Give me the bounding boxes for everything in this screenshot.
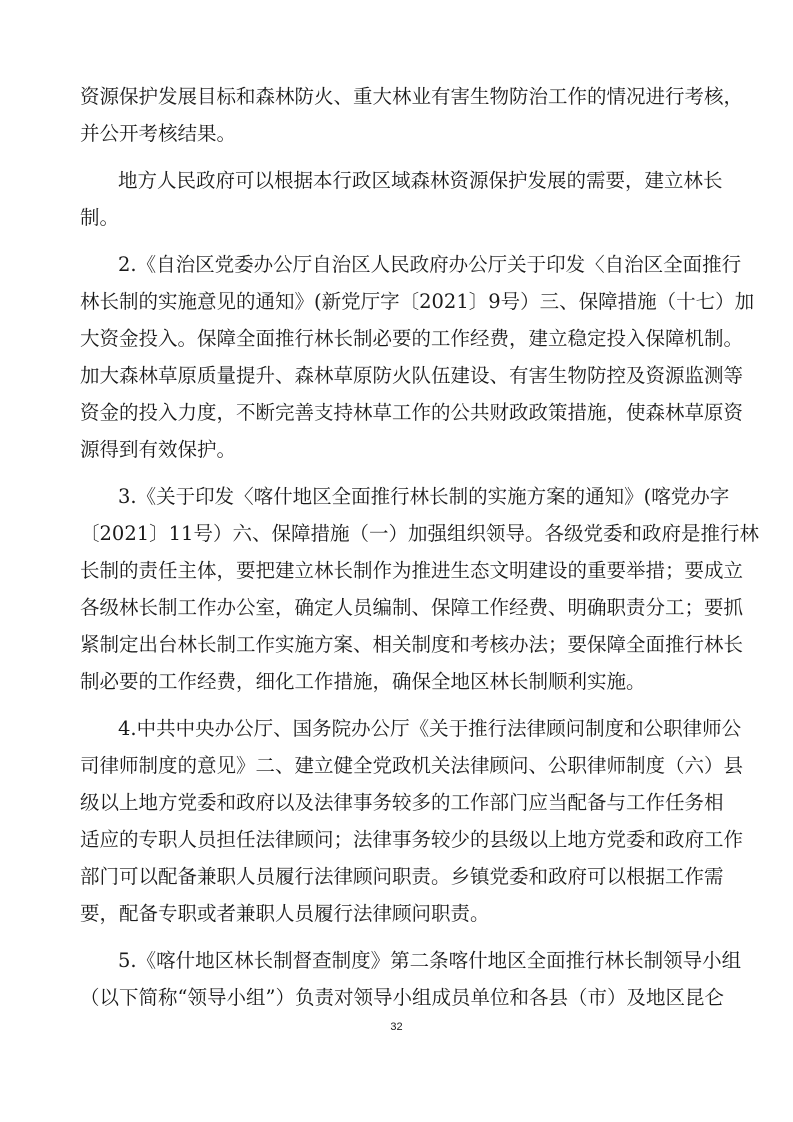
paragraph — [80, 246, 755, 468]
paragraph-gap — [80, 236, 714, 246]
text-line: 制必要的工作经费，细化工作措施，确保全地区林长制顺利实施。 — [80, 670, 646, 693]
document-body — [80, 78, 759, 1016]
text-line: 〔2021〕11号）六、保障措施（一）加强组织领导。各级党委和政府是推行林 — [80, 522, 759, 545]
text-line: 5.《喀什地区林长制督查制度》第二条喀什地区全面推行林长制领导小组 — [118, 949, 742, 972]
text-line: 大资金投入。保障全面推行林长制必要的工作经费，建立稳定投入保障机制。 — [80, 327, 744, 350]
text-line: 紧制定出台林长制工作实施方案、相关制度和考核办法；要保障全面推行林长 — [80, 633, 744, 656]
text-line: 林长制的实施意见的通知》(新党厅字〔2021〕9号）三、保障措施（十七）加 — [80, 290, 755, 313]
paragraph — [80, 478, 759, 700]
paragraph — [80, 710, 744, 932]
text-line: 加大森林草原质量提升、森林草原防火队伍建设、有害生物防控及资源监测等 — [80, 364, 744, 387]
text-line: 部门可以配备兼职人员履行法律顾问职责。乡镇党委和政府可以根据工作需 — [80, 865, 724, 888]
page-number: 32 — [390, 1021, 403, 1033]
text-line: 2.《自治区党委办公厅自治区人民政府办公厅关于印发〈自治区全面推行 — [118, 253, 742, 276]
paragraph-gap — [80, 468, 714, 478]
text-line: 并公开考核结果。 — [80, 122, 237, 145]
text-line: 适应的专职人员担任法律顾问；法律事务较少的县级以上地方党委和政府工作 — [80, 828, 744, 851]
text-line: 各级林长制工作办公室，确定人员编制、保障工作经费、明确职责分工；要抓 — [80, 596, 744, 619]
text-line: 长制的责任主体，要把建立林长制作为推进生态文明建设的重要举措；要成立 — [80, 559, 744, 582]
text-line: 资金的投入力度，不断完善支持林草工作的公共财政政策措施，使森林草原资 — [80, 401, 744, 424]
paragraph — [80, 78, 744, 152]
text-line: 制。 — [80, 206, 120, 229]
text-line: 级以上地方党委和政府以及法律事务较多的工作部门应当配备与工作任务相 — [80, 791, 724, 814]
text-line: （以下简称“领导小组”）负责对领导小组成员单位和各县（市）及地区昆仑 — [80, 986, 724, 1009]
paragraph-gap — [80, 152, 714, 162]
text-line: 资源保护发展目标和森林防火、重大林业有害生物防治工作的情况进行考核， — [80, 85, 744, 108]
text-line: 司律师制度的意见》二、建立健全党政机关法律顾问、公职律师制度（六）县 — [80, 754, 744, 777]
text-line: 要，配备专职或者兼职人员履行法律顾问职责。 — [80, 902, 490, 925]
text-line: 3.《关于印发〈喀什地区全面推行林长制的实施方案的通知》(喀党办字 — [118, 485, 730, 508]
paragraph — [80, 162, 723, 236]
paragraph — [80, 942, 742, 1016]
text-line: 源得到有效保护。 — [80, 438, 237, 461]
text-line: 4.中共中央办公厅、国务院办公厅《关于推行法律顾问制度和公职律师公 — [118, 717, 742, 740]
text-line: 地方人民政府可以根据本行政区域森林资源保护发展的需要，建立林长 — [118, 169, 723, 192]
paragraph-gap — [80, 700, 714, 710]
paragraph-gap — [80, 932, 714, 942]
